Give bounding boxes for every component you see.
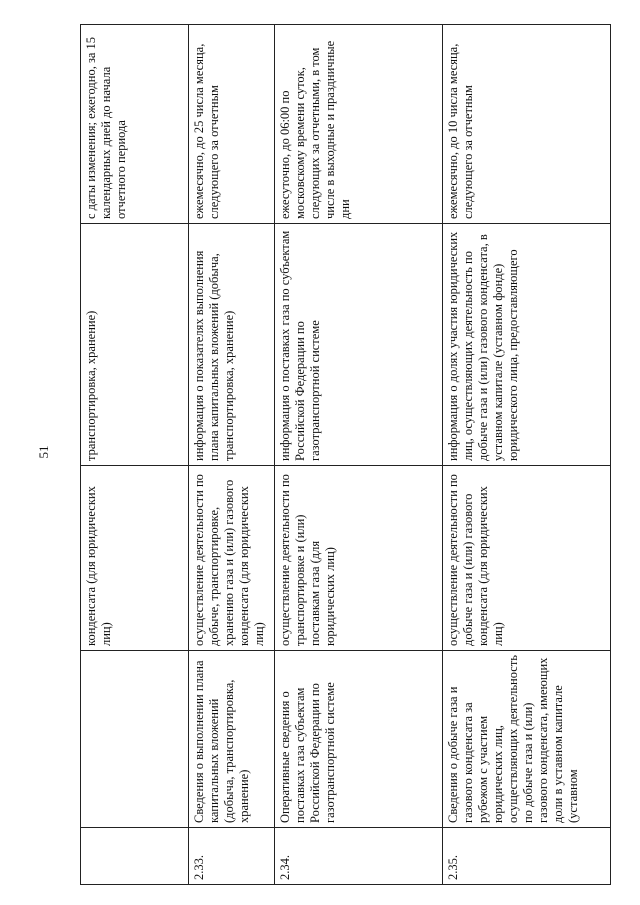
row-number: 2.33.: [189, 828, 275, 885]
row-deadline: ежемесячно, до 25 числа месяца, следующего за отчетным: [189, 25, 275, 224]
row-content: информация о поставках газа по субъектам Российской Федерации по газотранспортной системе: [275, 224, 443, 466]
row-scope: конденсата (для юридических лиц): [81, 466, 189, 651]
reporting-table: [80, 24, 611, 885]
row-number: 2.35.: [443, 828, 611, 885]
row-number: [81, 828, 189, 885]
row-content: информация о долях участия юридических лиц, осуществляющих деятельность по добыче газа и (или) газового конденсата, в уставном капитале (уставном фонде) юридического лица, предоставляющего: [443, 224, 611, 466]
row-deadline: ежесуточно, до 06:00 по московскому времени суток, следующих за отчетными, в том числе в выходные и праздничные дни: [275, 25, 443, 224]
row-name: Оперативные сведения о поставках газа субъектам Российской Федерации по газотранспортной системе: [275, 651, 443, 828]
row-scope: осуществление деятельности по транспортировке и (или) поставкам газа (для юридических лиц): [275, 466, 443, 651]
table-row: [275, 25, 443, 885]
row-content: транспортировка, хранение): [81, 224, 189, 466]
row-scope: осуществление деятельности по добыче, транспортировке, хранению газа и (или) газового конденсата (для юридических лиц): [189, 466, 275, 651]
row-name: Сведения о выполнении плана капитальных вложений (добыча, транспортировка, хранение): [189, 651, 275, 828]
row-content: информация о показателях выполнения плана капитальных вложений (добыча, транспортировка, хранение): [189, 224, 275, 466]
row-deadline: с даты изменения; ежегодно, за 15 календарных дней до начала отчетного периода: [81, 25, 189, 224]
row-scope: осуществление деятельности по добыче газа и (или) газового конденсата (для юридических лиц): [443, 466, 611, 651]
table-row: [443, 25, 611, 885]
table-row: [81, 25, 189, 885]
row-deadline: ежемесячно, до 10 числа месяца, следующего за отчетным: [443, 25, 611, 224]
page-number: 51: [36, 445, 51, 459]
rotated-page-content: [80, 25, 610, 885]
table-row: [189, 25, 275, 885]
row-name: [81, 651, 189, 828]
row-number: 2.34.: [275, 828, 443, 885]
row-name: Сведения о добыче газа и газового конденсата за рубежом с участием юридических лиц, осуществляющих деятельность по добыче газа и (или) газового конденсата, имеющих доли в уставном капитале (уставном: [443, 651, 611, 828]
